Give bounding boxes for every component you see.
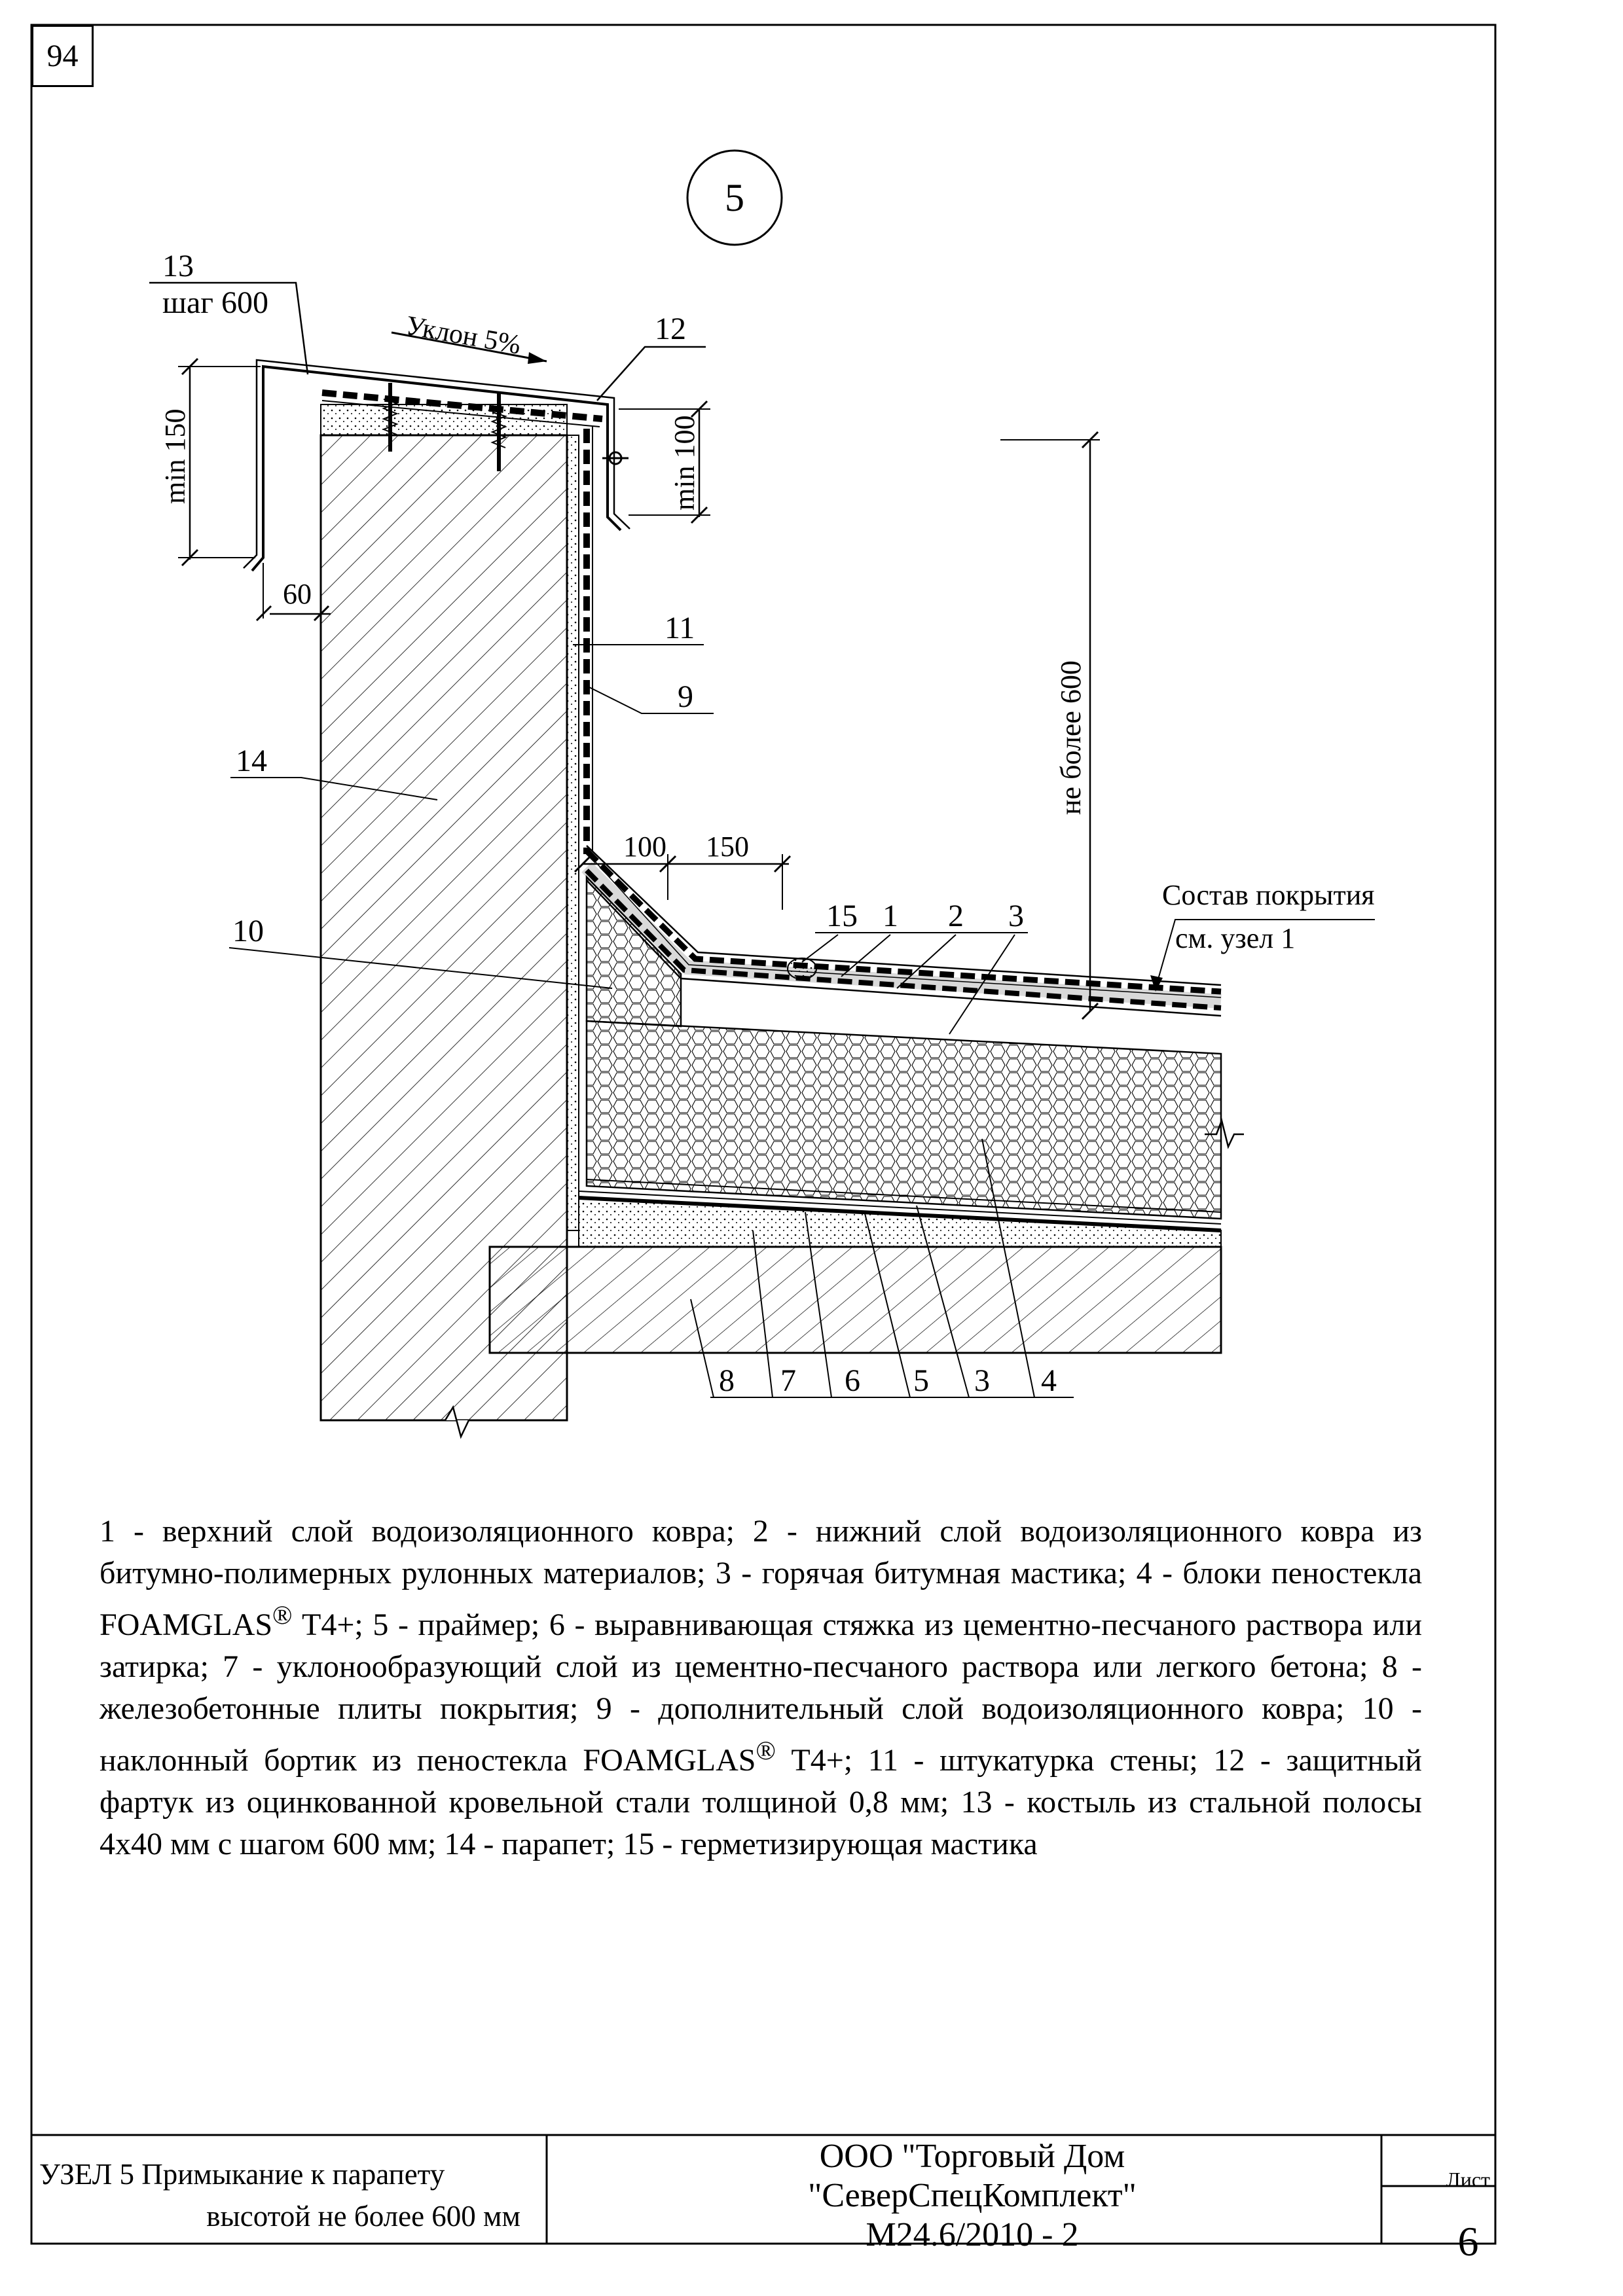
- roof-lower-membrane: [587, 870, 1221, 1008]
- node-number: 5: [725, 176, 744, 219]
- dim-max600: не более 600: [1055, 660, 1087, 815]
- concrete-slab: [490, 1247, 1221, 1353]
- callout-2: 2: [948, 899, 964, 933]
- page-number: 94: [31, 25, 94, 87]
- callout-12: 12: [655, 312, 686, 346]
- registered-mark-1: ®: [272, 1600, 293, 1630]
- stamp-title: [39, 2153, 520, 2237]
- stamp-org-line-2: "СеверСпецКомплект": [808, 2177, 1137, 2214]
- stamp-title-line-2: высотой не более 600 мм: [206, 2200, 520, 2233]
- registered-mark-2: ®: [756, 1736, 776, 1765]
- slope-label: Уклон 5%: [403, 310, 523, 361]
- callout-1: 1: [883, 899, 898, 933]
- bottom-callout-3: 3: [974, 1363, 990, 1398]
- sheet-number: 6: [1457, 2218, 1479, 2265]
- composition-note-1: Состав покрытия: [1162, 879, 1375, 911]
- callout-3: 3: [1008, 899, 1024, 933]
- bottom-callout-6: 6: [845, 1363, 860, 1398]
- dim-min150: min 150: [159, 408, 191, 504]
- legend-part-2: Т4+; 5 - праймер; 6 - выравнивающая стяжка из цементно-песчаного раствора или затирка; 7 - уклонообразующий слой из цементно-песчаного раствора или легкого бетона; 8 - железобетонные плиты покрытия; 9 - дополнительный слой водоизоляционного ковра; 10 - наклонный бортик из пеностекла FOAMGLAS: [100, 1607, 1422, 1778]
- dim-60: 60: [283, 578, 312, 610]
- dim-100: 100: [623, 831, 666, 863]
- sheet-label: Лист: [1446, 2168, 1490, 2191]
- bottom-callout-4: 4: [1041, 1363, 1057, 1398]
- callout-14: 14: [236, 744, 267, 778]
- callout-11: 11: [665, 611, 695, 645]
- bottom-callout-5: 5: [913, 1363, 929, 1398]
- legend-text: [100, 1511, 1422, 1865]
- foamglas-insulation: [587, 1021, 1221, 1219]
- callout-15: 15: [826, 899, 858, 933]
- plaster-layer: [567, 435, 579, 1230]
- callout-9: 9: [678, 679, 693, 714]
- stamp-org-line-3: М24.6/2010 - 2: [866, 2216, 1079, 2253]
- callout-13: 13: [162, 249, 194, 283]
- dim-150: 150: [706, 831, 749, 863]
- legend-part-3: Т4+; 11 - штукатурка стены; 12 - защитный фартук из оцинкованной кровельной стали толщиной 0,8 мм; 13 - костыль из стальной полосы 4х40 мм с шагом 600 мм; 14 - парапет; 15 - герметизирующая мастика: [100, 1743, 1422, 1861]
- callout-9-leader: [589, 687, 714, 713]
- bottom-callout-7: 7: [780, 1363, 796, 1398]
- callout-13-step: шаг 600: [162, 285, 268, 320]
- stamp-organization: [560, 2137, 1385, 2255]
- legend-part-1: 1 - верхний слой водоизоляционного ковра; 2 - нижний слой водоизоляционного ковра из битумно-полимерных рулонных материалов; 3 - горячая битумная мастика; 4 - блоки пеностекла FOAMGLAS: [100, 1514, 1422, 1642]
- callout-12-leader: [597, 347, 706, 401]
- bottom-callout-8: 8: [719, 1363, 735, 1398]
- dim-min100: min 100: [668, 415, 701, 511]
- stamp-title-line-1: УЗЕЛ 5 Примыкание к парапету: [39, 2158, 445, 2191]
- callout-10: 10: [232, 914, 264, 948]
- composition-note-2: см. узел 1: [1175, 922, 1296, 954]
- stamp-org-line-1: ООО "Торговый Дом: [819, 2138, 1125, 2175]
